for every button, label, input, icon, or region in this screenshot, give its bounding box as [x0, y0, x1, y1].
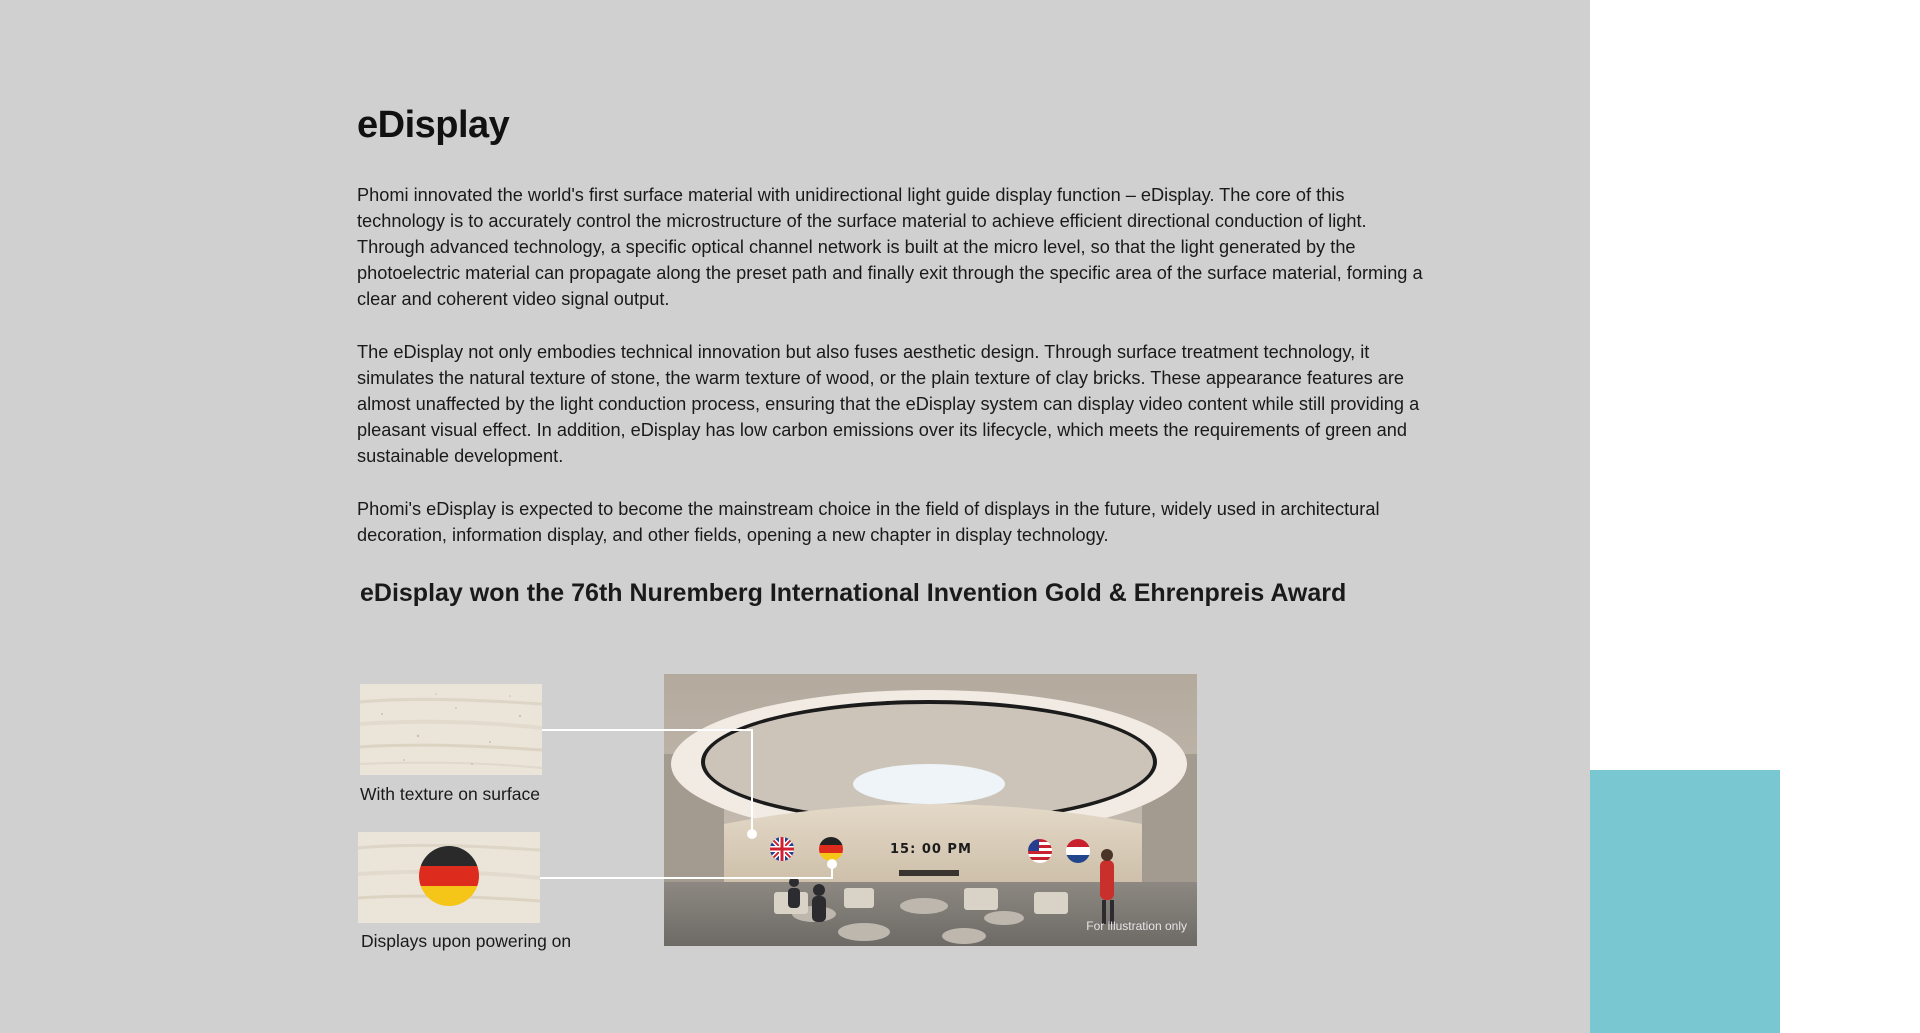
powered-sample-caption: Displays upon powering on [361, 931, 572, 951]
germany-flag-icon [819, 837, 843, 861]
paragraph-design: The eDisplay not only embodies technical innovation but also fuses aesthetic design. Through surface treatment technology, it simulates the natural texture of stone, the warm texture of wood, or the plain texture of clay bricks. These appearance features are almost unaffected by the light conduction process, ensuring that the eDisplay system can display video content while still providing a pleasant visual effect. In addition, eDisplay has low carbon emissions over its lifecycle, which meets the requirements of green and sustainable development. [357, 342, 1420, 466]
texture-sample-caption: With texture on surface [360, 784, 540, 804]
powered-sample-image [358, 832, 540, 923]
germany-flag-icon [419, 846, 479, 906]
paragraph-outlook: Phomi's eDisplay is expected to become the mainstream choice in the field of displays in the future, widely used in architectural decoration, information display, and other fields, opening a new chapter in display technology. [357, 499, 1380, 545]
display-clock-text: 15: 00 PM [890, 842, 972, 857]
netherlands-flag-icon [1066, 839, 1090, 863]
paragraph-intro: Phomi innovated the world's first surface material with unidirectional light guide display function – eDisplay. The core of this technology is to accurately control the microstructure of the surface material to achieve efficient directional conduction of light. Through advanced technology, a specific optical channel network is built at the micro level, so that the light generated by the photoelectric material can propagate along the preset path and finally exit through the specific area of the surface material, forming a clear and coherent video signal output. [357, 185, 1423, 309]
illustration-disclaimer: For illustration only [1086, 919, 1187, 933]
texture-sample-image [360, 684, 542, 775]
lobby-scene-image [664, 674, 1197, 946]
accent-block [1590, 770, 1780, 1033]
uk-flag-icon [770, 837, 794, 861]
usa-flag-icon [1028, 839, 1052, 863]
award-heading: eDisplay won the 76th Nuremberg International Invention Gold & Ehrenpreis Award [360, 579, 1347, 607]
page-title: eDisplay [357, 104, 510, 146]
